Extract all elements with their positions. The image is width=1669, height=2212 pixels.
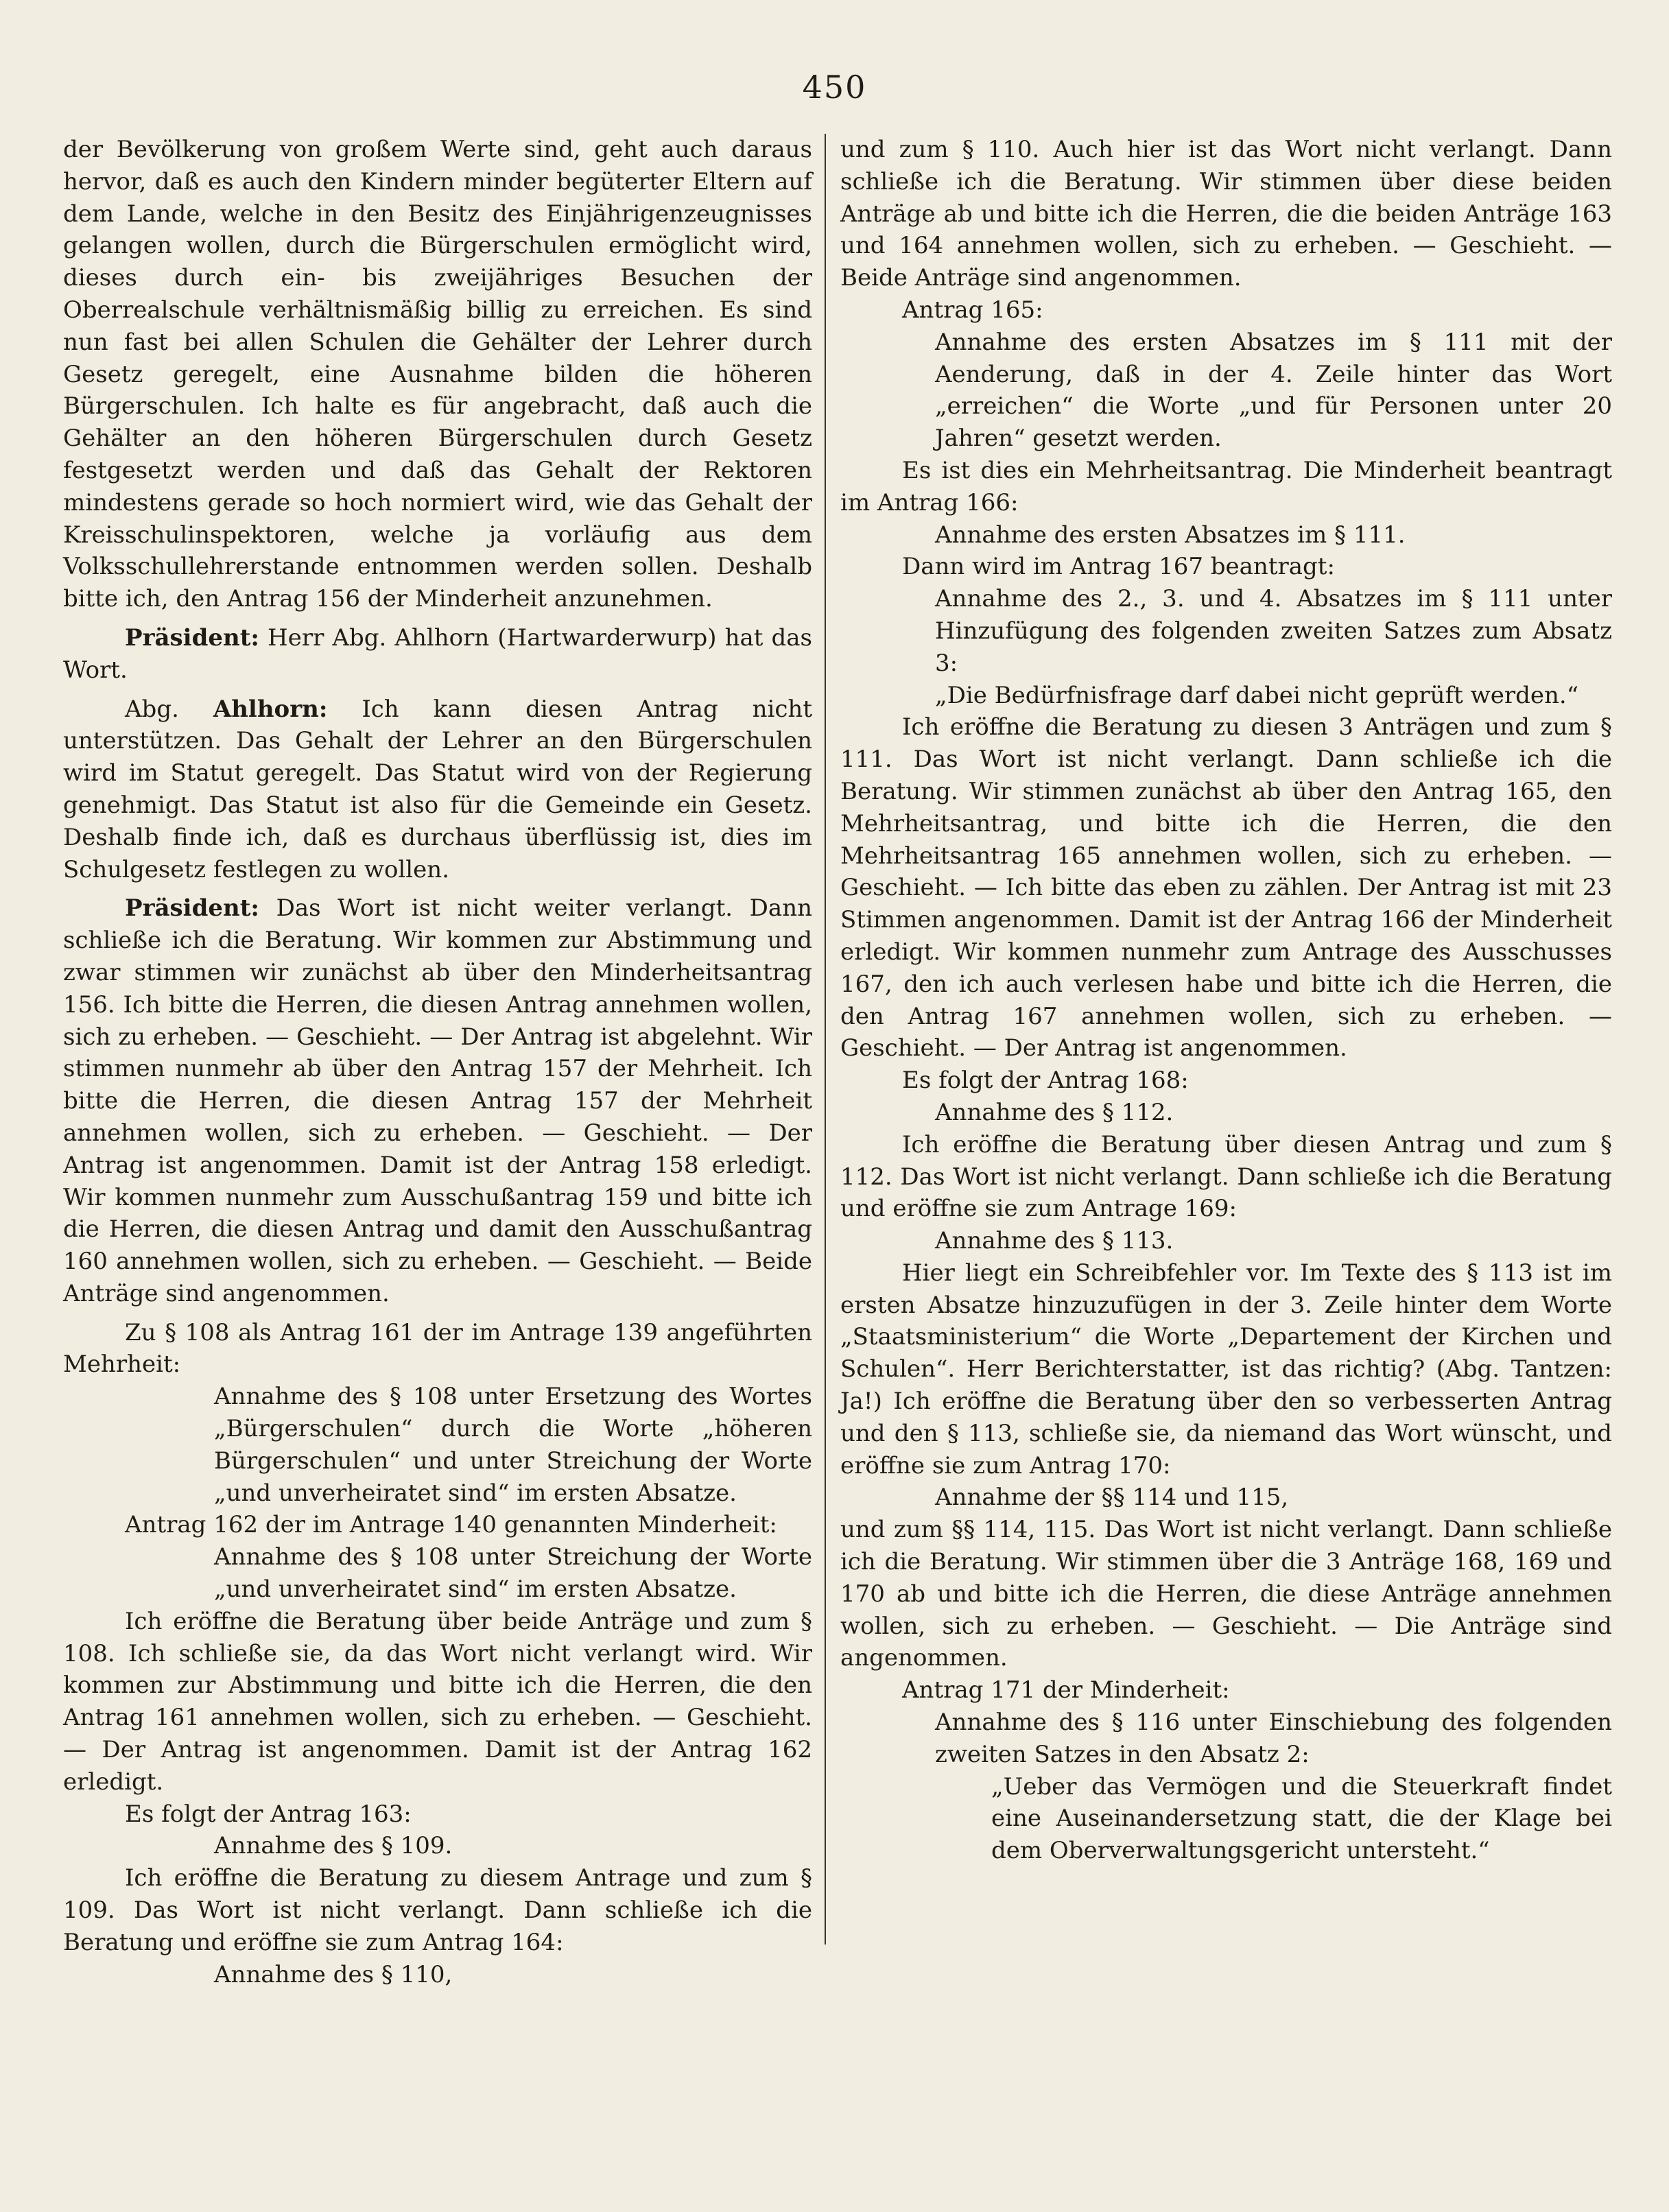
speaker-label: Präsident:: [125, 623, 259, 652]
paragraph: Antrag 162 der im Antrage 140 genannten Minderheit:: [125, 1511, 777, 1539]
paragraph: [63, 134, 812, 615]
motion-text: Annahme des § 116 unter Einschiebung des folgenden zweiten Satzes in den Absatz 2:: [935, 1709, 1612, 1768]
motion-text: Annahme des § 109.: [214, 1832, 453, 1860]
right-column: [840, 134, 1612, 1867]
paragraph: Es ist dies ein Mehrheitsantrag. Die Minderheit beantragt im Antrag 166:: [840, 456, 1612, 516]
motion-text: Annahme des § 113.: [935, 1227, 1174, 1255]
motion-text: Annahme des 2., 3. und 4. Absatzes im § 111 unter Hinzufügung des folgenden zweiten Satzes zum Absatz 3:: [935, 585, 1612, 677]
left-column: [63, 134, 812, 1990]
motion-text: Annahme des ersten Absatzes im § 111.: [935, 521, 1406, 549]
paragraph: Ich eröffne die Beratung über diesen Antrag und zum § 112. Das Wort ist nicht verlangt. Dann schließe ich die Beratung und eröffne sie zum Antrage 169:: [840, 1130, 1612, 1223]
paragraph: Zu § 108 als Antrag 161 der im Antrage 139 angeführten Mehrheit:: [63, 1318, 812, 1379]
speaker-label: Ahlhorn:: [213, 695, 328, 723]
motion-text: Annahme der §§ 114 und 115,: [935, 1484, 1289, 1512]
paragraph: Dann wird im Antrag 167 beantragt:: [902, 553, 1335, 581]
paragraph: [63, 693, 812, 886]
paragraph-text: Abg.: [125, 695, 213, 723]
motion-text: Annahme des § 108 unter Streichung der Worte „und unverheiratet sind“ im ersten Absatze.: [214, 1543, 812, 1604]
paragraph: Ich eröffne die Beratung zu diesem Antrage und zum § 109. Das Wort ist nicht verlangt. Dann schließe ich die Beratung und eröffne sie zum Antrag 164:: [63, 1864, 812, 1956]
paragraph: Es folgt der Antrag 163:: [125, 1800, 412, 1828]
paragraph: und zum §§ 114, 115. Das Wort ist nicht verlangt. Dann schließe ich die Beratung. Wir stimmen über die 3 Anträge 168, 169 und 170 ab und bitte ich die Herren, die diese Anträge annehmen wollen, sich zu erheben. — Geschieht. — Die Anträge sind angenommen.: [840, 1516, 1612, 1672]
paragraph: Ich eröffne die Beratung zu diesen 3 Anträgen und zum § 111. Das Wort ist nicht verlangt. Dann schließe ich die Beratung. Wir stimmen zunächst ab über den Antrag 165, den Mehrheitsantrag, und bitte ich die Herren, die den Mehrheitsantrag 165 annehmen wollen, sich zu erheben. — Geschieht. — Ich bitte das eben zu zählen. Der Antrag ist mit 23 Stimmen angenommen. Damit ist der Antrag 166 der Minderheit erledigt. Wir kommen nunmehr zum Antrage des Ausschusses 167, den ich auch verlesen habe und bitte ich die Herren, die den Antrag 167 annehmen wollen, sich zu erheben. — Geschieht. — Der Antrag ist angenommen.: [840, 713, 1612, 1062]
paragraph: [63, 622, 812, 687]
motion-text: Annahme des § 110,: [214, 1960, 453, 1988]
paragraph: Hier liegt ein Schreibfehler vor. Im Texte des § 113 ist im ersten Absatze hinzuzufügen in der 3. Zeile hinter dem Worte „Staatsministerium“ die Worte „Departement der Kirchen und Schulen“. Herr Berichterstatter, ist das richtig? (Abg. Tantzen: Ja!) Ich eröffne die Beratung über den so verbesserten Antrag und den § 113, schließe sie, da niemand das Wort wünscht, und eröffne sie zum Antrag 170:: [840, 1259, 1612, 1479]
paragraph-text: Ich kann diesen Antrag nicht unterstützen. Das Gehalt der Lehrer an den Bürgerschulen wird im Statut geregelt. Das Statut wird von der Regierung genehmigt. Das Statut ist also für die Gemeinde ein Gesetz. Deshalb finde ich, daß es durchaus überflüssig ist, dies im Schulgesetz festlegen zu wollen.: [63, 695, 812, 883]
paragraph: und zum § 110. Auch hier ist das Wort nicht verlangt. Dann schließe ich die Beratung. Wir stimmen über diese beiden Anträge ab und bitte ich die Herren, die die beiden Anträge 163 und 164 annehmen wollen, sich zu erheben. — Geschieht. — Beide Anträge sind angenommen.: [840, 136, 1612, 292]
motion-text: Annahme des ersten Absatzes im § 111 mit der Aenderung, daß in der 4. Zeile hinter das Wort „erreichen“ die Worte „und für Personen unter 20 Jahren“ gesetzt werden.: [935, 328, 1612, 453]
paragraph-text: Das Wort ist nicht weiter verlangt. Dann schließe ich die Beratung. Wir kommen zur Abstimmung und zwar stimmen wir zunächst ab über den Minderheitsantrag 156. Ich bitte die Herren, die diesen Antrag annehmen wollen, sich zu erheben. — Geschieht. — Der Antrag ist abgelehnt. Wir stimmen nunmehr ab über den Antrag 157 der Mehrheit. Ich bitte die Herren, die diesen Antrag 157 der Mehrheit annehmen wollen, sich zu erheben. — Geschieht. — Der Antrag ist angenommen. Damit ist der Antrag 158 erledigt. Wir kommen nunmehr zum Ausschußantrag 159 und bitte ich die Herren, die diesen Antrag und damit den Ausschußantrag 160 annehmen wollen, sich zu erheben. — Geschieht. — Beide Anträge sind angenommen.: [63, 894, 812, 1307]
quoted-text: „Ueber das Vermögen und die Steuerkraft findet eine Auseinandersetzung statt, die der Klage bei dem Oberverwaltungsgericht untersteht.“: [991, 1772, 1612, 1865]
paragraph-text: Herr Abg. Ahlhorn (Hartwarderwurp) hat das Wort.: [63, 623, 812, 684]
column-divider: [825, 134, 826, 1945]
paragraph: Antrag 171 der Minderheit:: [902, 1676, 1230, 1704]
speaker-label: Präsident:: [125, 894, 259, 923]
quoted-text: „Die Bedürfnisfrage darf dabei nicht geprüft werden.“: [935, 681, 1579, 709]
motion-text: Annahme des § 112.: [935, 1098, 1174, 1126]
paragraph: Ich eröffne die Beratung über beide Anträge und zum § 108. Ich schließe sie, da das Wort nicht verlangt wird. Wir kommen zur Abstimmung und bitte ich die Herren, die den Antrag 161 annehmen wollen, sich zu erheben. — Geschieht. — Der Antrag ist angenommen. Damit ist der Antrag 162 erledigt.: [63, 1607, 812, 1796]
motion-text: Annahme des § 108 unter Ersetzung des Wortes „Bürgerschulen“ durch die Worte „höheren Bürgerschulen“ und unter Streichung der Worte „und unverheiratet sind“ im ersten Absatze.: [214, 1383, 812, 1507]
paragraph-text: der Bevölkerung von großem Werte sind, geht auch daraus hervor, daß es auch den Kindern minder begüterter Eltern auf dem Lande, welche in den Besitz des Einjährigenzeugnisses gelangen wollen, durch die Bürgerschulen ermöglicht wird, dieses durch ein- bis zweijähriges Besuchen der Oberrealschule verhältnismäßig billig zu erreichen. Es sind nun fast bei allen Schulen die Gehälter der Lehrer durch Gesetz geregelt, eine Ausnahme bilden die höheren Bürgerschulen. Ich halte es für angebracht, daß auch die Gehälter an den höheren Bürgerschulen durch Gesetz festgesetzt werden und daß das Gehalt der Rektoren mindestens gerade so hoch normiert wird, wie das Gehalt der Kreisschulinspektoren, welche ja vorläufig aus dem Volksschullehrerstande entnommen werden sollen. Deshalb bitte ich, den Antrag 156 der Minderheit anzunehmen.: [63, 136, 812, 613]
paragraph: [63, 892, 812, 1309]
paragraph: Es folgt der Antrag 168:: [902, 1067, 1189, 1095]
page-number: 450: [802, 69, 867, 106]
paragraph: Antrag 165:: [902, 296, 1043, 324]
